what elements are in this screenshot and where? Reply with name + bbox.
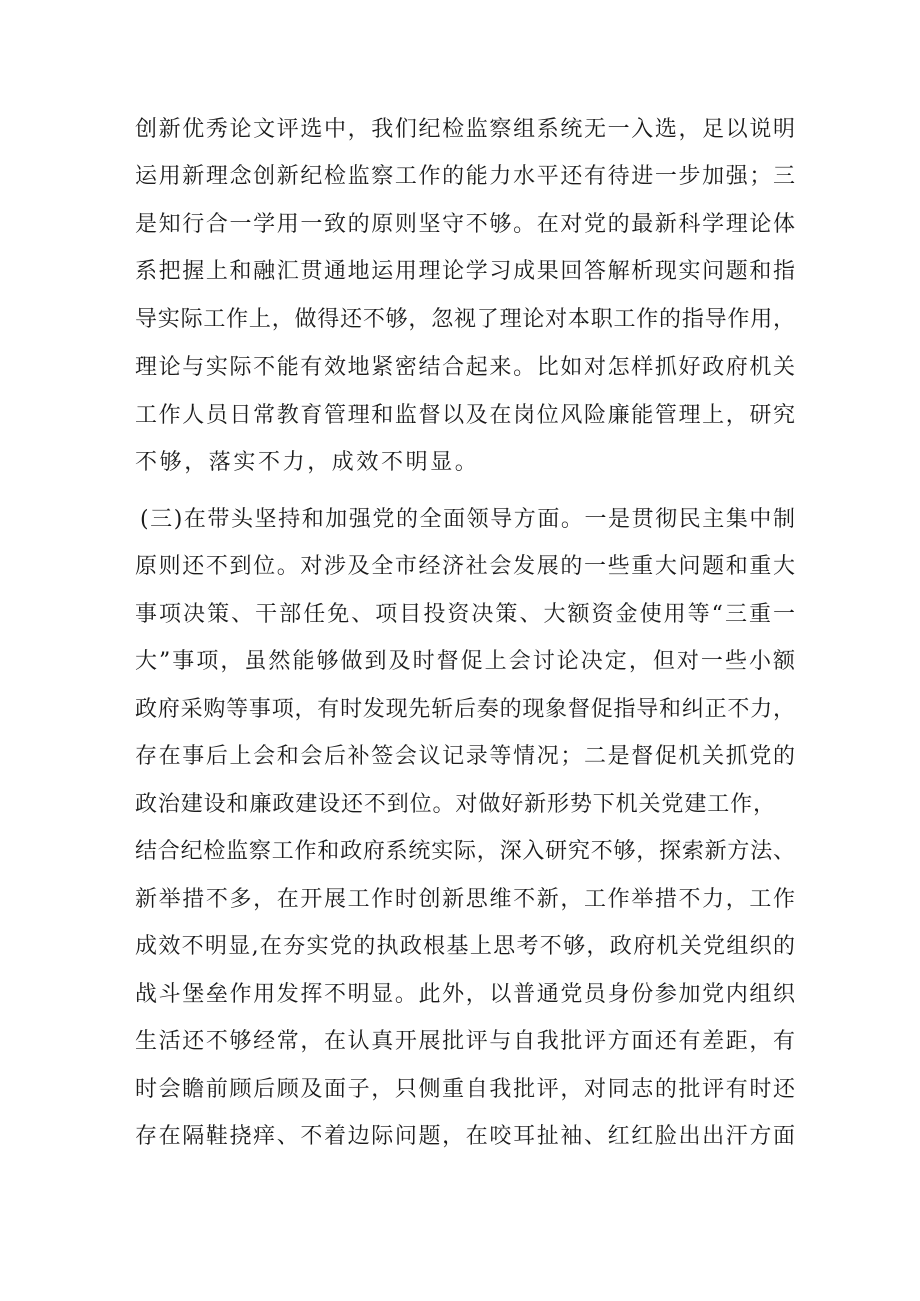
text-line: 战斗堡垒作用发挥不明显。此外，以普通党员身份参加党内组织 bbox=[135, 982, 795, 1007]
text-line: 系把握上和融汇贯通地运用理论学习成果回答解析现实问题和指 bbox=[135, 259, 795, 284]
text-line: 运用新理念创新纪检监察工作的能力水平还有待进一步加强；三 bbox=[135, 164, 795, 189]
text-line: 工作人员日常教育管理和监督以及在岗位风险廉能管理上，研究 bbox=[135, 403, 795, 428]
text-line: 是知行合一学用一致的原则坚守不够。在对党的最新科学理论体 bbox=[135, 212, 795, 237]
text-line: 原则还不到位。对涉及全市经济社会发展的一些重大问题和重大 bbox=[135, 554, 795, 579]
text-line: 存在事后上会和会后补签会议记录等情况；二是督促机关抓党的 bbox=[135, 744, 795, 769]
text-line: 不够，落实不力，成效不明显。 bbox=[135, 450, 480, 475]
text-line: 导实际工作上，做得还不够，忽视了理论对本职工作的指导作用， bbox=[135, 307, 795, 332]
text-line: 成效不明显,在夯实党的执政根基上思考不够，政府机关党组织的 bbox=[135, 934, 795, 959]
text-line: 结合纪检监察工作和政府系统实际，深入研究不够，探索新方法、 bbox=[135, 839, 795, 864]
text-line: 时会瞻前顾后顾及面子，只侧重自我批评，对同志的批评有时还 bbox=[135, 1077, 795, 1102]
text-line: 政治建设和廉政建设还不到位。对做好新形势下机关党建工作， bbox=[135, 792, 775, 817]
text-line: 事项决策、干部任免、项目投资决策、大额资金使用等“三重一 bbox=[135, 602, 795, 627]
text-line: 存在隔鞋挠痒、不着边际问题，在咬耳扯袖、红红脸出出汗方面 bbox=[135, 1124, 795, 1149]
text-line: 大”事项，虽然能够做到及时督促上会讨论决定，但对一些小额 bbox=[135, 649, 795, 674]
text-line: 创新优秀论文评选中，我们纪检监察组系统无一入选，足以说明 bbox=[135, 117, 795, 142]
section-heading-line: (三)在带头坚持和加强党的全面领导方面。一是贯彻民主集中制 bbox=[140, 507, 795, 532]
text-line: 生活还不够经常，在认真开展批评与自我批评方面还有差距，有 bbox=[135, 1029, 795, 1054]
text-line: 政府采购等事项，有时发现先斩后奏的现象督促指导和纠正不力， bbox=[135, 697, 795, 722]
text-line: 理论与实际不能有效地紧密结合起来。比如对怎样抓好政府机关 bbox=[135, 355, 795, 380]
text-line: 新举措不多，在开展工作时创新思维不新，工作举措不力，工作 bbox=[135, 887, 795, 912]
